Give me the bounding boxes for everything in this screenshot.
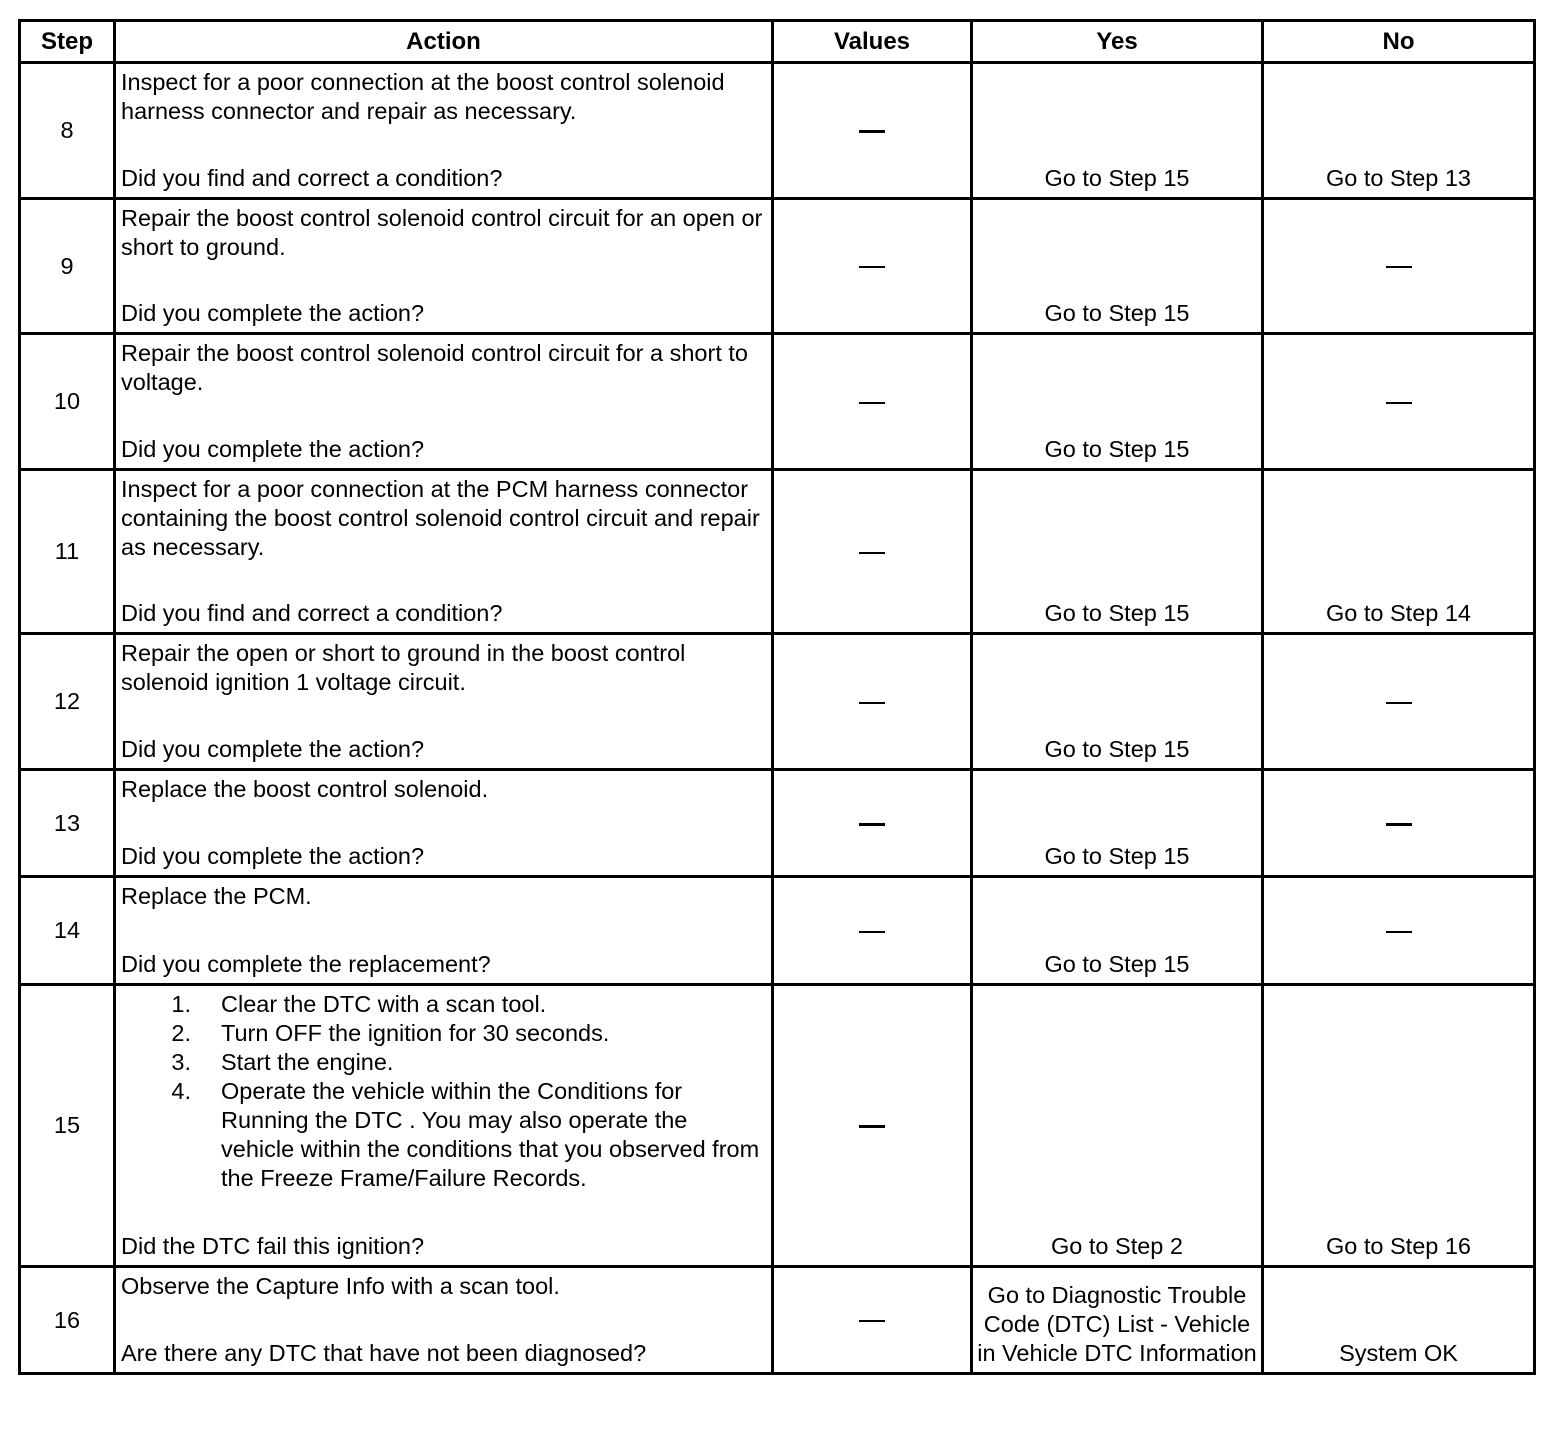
yes-cell: Go to Step 15	[972, 334, 1263, 470]
no-cell: System OK	[1263, 1267, 1535, 1374]
value-dash	[859, 1125, 885, 1128]
no-dash	[1386, 823, 1412, 826]
yes-cell: Go to Step 2	[972, 985, 1263, 1267]
action-cell	[115, 199, 773, 334]
table-row	[20, 470, 1535, 634]
yes-cell: Go to Step 15	[972, 877, 1263, 985]
action-cell	[115, 63, 773, 199]
action-text: Repair the boost control solenoid control circuit for an open or short to ground.	[121, 205, 763, 260]
table-row	[20, 63, 1535, 199]
action-question: Did you find and correct a condition?	[121, 165, 503, 191]
header-no: No	[1263, 21, 1535, 63]
action-cell	[115, 985, 773, 1267]
yes-cell: Go to Step 15	[972, 63, 1263, 199]
value-dash	[859, 702, 885, 704]
table-row	[20, 877, 1535, 985]
values-cell	[773, 985, 972, 1267]
values-cell	[773, 634, 972, 770]
action-text: Observe the Capture Info with a scan tool.	[121, 1273, 560, 1299]
value-dash	[859, 552, 885, 554]
action-question: Did the DTC fail this ignition?	[121, 1233, 425, 1259]
action-text: Repair the open or short to ground in the boost control solenoid ignition 1 voltage circuit.	[121, 640, 686, 695]
procedure-text: Turn OFF the ignition for 30 seconds.	[221, 1020, 610, 1046]
no-cell	[1263, 770, 1535, 877]
step-number: 14	[20, 877, 115, 985]
values-cell	[773, 877, 972, 985]
values-cell	[773, 770, 972, 877]
values-cell	[773, 1267, 972, 1374]
no-cell: Go to Step 13	[1263, 63, 1535, 199]
procedure-item	[121, 1019, 765, 1048]
no-cell: Go to Step 14	[1263, 470, 1535, 634]
header-values: Values	[773, 21, 972, 63]
action-text: Replace the boost control solenoid.	[121, 776, 489, 802]
step-number: 11	[20, 470, 115, 634]
action-cell	[115, 1267, 773, 1374]
step-number: 13	[20, 770, 115, 877]
step-number: 10	[20, 334, 115, 470]
action-text: Inspect for a poor connection at the boost control solenoid harness connector and repair as necessary.	[121, 69, 725, 124]
table-row	[20, 199, 1535, 334]
values-cell	[773, 470, 972, 634]
no-dash	[1386, 702, 1412, 704]
procedure-number: 2.	[171, 1020, 191, 1046]
no-dash	[1386, 402, 1412, 404]
no-cell	[1263, 634, 1535, 770]
diagnostic-table	[18, 19, 1536, 1375]
table-row	[20, 770, 1535, 877]
action-cell	[115, 334, 773, 470]
no-dash	[1386, 931, 1412, 933]
header-row	[20, 21, 1535, 63]
no-dash	[1386, 266, 1412, 268]
procedure-item	[121, 990, 765, 1019]
table-row	[20, 634, 1535, 770]
action-question: Did you complete the action?	[121, 736, 425, 762]
header-step: Step	[20, 21, 115, 63]
procedure-number: 1.	[171, 991, 191, 1017]
step-number: 9	[20, 199, 115, 334]
yes-cell: Go to Step 15	[972, 770, 1263, 877]
procedure-item	[121, 1048, 765, 1077]
procedure-text: Clear the DTC with a scan tool.	[221, 991, 547, 1017]
step-number: 12	[20, 634, 115, 770]
action-cell	[115, 877, 773, 985]
action-text: Repair the boost control solenoid control circuit for a short to voltage.	[121, 340, 748, 395]
procedure-list	[121, 990, 765, 1193]
action-question: Did you complete the replacement?	[121, 951, 491, 977]
action-question: Did you find and correct a condition?	[121, 600, 503, 626]
action-question: Did you complete the action?	[121, 300, 425, 326]
header-yes: Yes	[972, 21, 1263, 63]
value-dash	[859, 130, 885, 133]
value-dash	[859, 1320, 885, 1322]
value-dash	[859, 823, 885, 826]
action-text: Replace the PCM.	[121, 883, 312, 909]
action-text: Inspect for a poor connection at the PCM harness connector containing the boost control solenoid control circuit and repair as necessary.	[121, 476, 760, 560]
no-cell: Go to Step 16	[1263, 985, 1535, 1267]
table-row	[20, 985, 1535, 1267]
no-cell	[1263, 334, 1535, 470]
step-number: 16	[20, 1267, 115, 1374]
action-question: Did you complete the action?	[121, 436, 425, 462]
yes-cell: Go to Step 15	[972, 199, 1263, 334]
procedure-number: 4.	[171, 1078, 191, 1104]
values-cell	[773, 334, 972, 470]
action-question: Are there any DTC that have not been diagnosed?	[121, 1340, 647, 1366]
yes-cell: Go to Step 15	[972, 470, 1263, 634]
procedure-text: Operate the vehicle within the Conditions for Running the DTC . You may also operate the vehicle within the conditions that you observed from the Freeze Frame/Failure Records.	[221, 1078, 760, 1191]
value-dash	[859, 931, 885, 933]
yes-cell: Go to Step 15	[972, 634, 1263, 770]
action-cell	[115, 634, 773, 770]
values-cell	[773, 63, 972, 199]
procedure-text: Start the engine.	[221, 1049, 394, 1075]
no-cell	[1263, 199, 1535, 334]
value-dash	[859, 266, 885, 268]
value-dash	[859, 402, 885, 404]
values-cell	[773, 199, 972, 334]
step-number: 8	[20, 63, 115, 199]
header-action: Action	[115, 21, 773, 63]
no-cell	[1263, 877, 1535, 985]
yes-cell: Go to Diagnostic Trouble Code (DTC) List - Vehicle in Vehicle DTC Information	[972, 1267, 1263, 1374]
action-question: Did you complete the action?	[121, 843, 425, 869]
table-row	[20, 1267, 1535, 1374]
procedure-number: 3.	[171, 1049, 191, 1075]
procedure-item	[121, 1077, 765, 1193]
action-cell	[115, 770, 773, 877]
table-row	[20, 334, 1535, 470]
step-number: 15	[20, 985, 115, 1267]
action-cell	[115, 470, 773, 634]
